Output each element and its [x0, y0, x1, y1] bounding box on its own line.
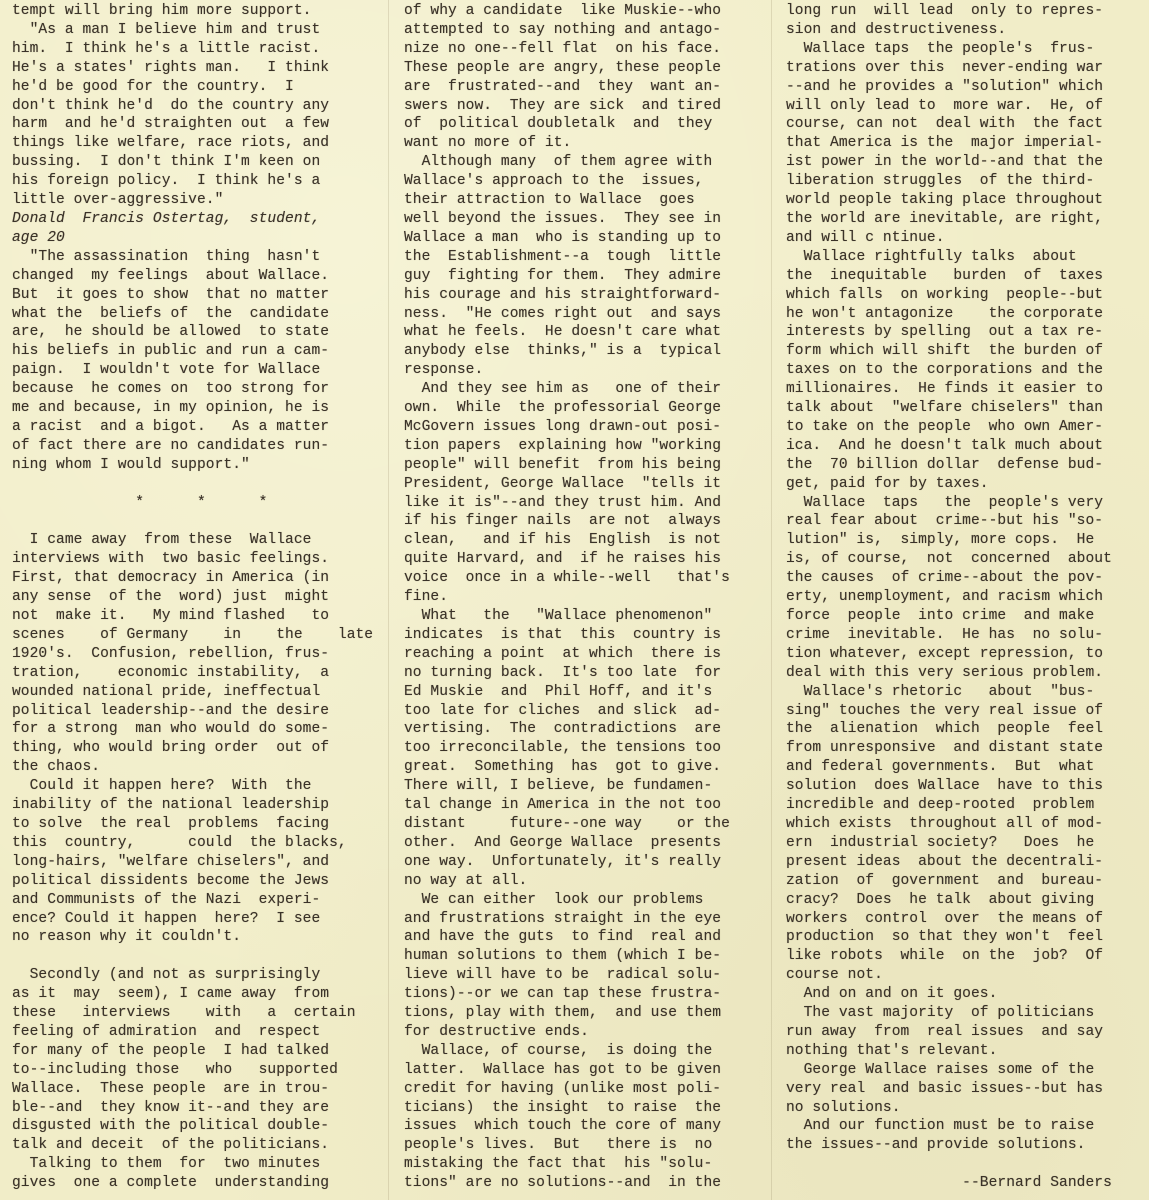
article-line: other. And George Wallace presents [404, 834, 722, 851]
article-line: thing, who would bring order out of [12, 740, 330, 757]
article-line: The vast majority of politicians [786, 1005, 1095, 1022]
article-line: And our function must be to raise [786, 1118, 1095, 1135]
article-line: cracy? Does he talk about giving [786, 891, 1095, 908]
article-line: mistaking the fact that his "solu- [404, 1156, 713, 1173]
article-line: tion papers explaining how "working [404, 437, 722, 454]
article-line: reaching a point at which there is [404, 645, 722, 662]
article-line: zation of government and bureau- [786, 872, 1104, 889]
article-line: and have the guts to find real and [404, 929, 722, 946]
article-line: gives one a complete understanding [12, 1175, 330, 1192]
article-line: interviews with two basic feelings. [12, 551, 330, 568]
article-line: which exists throughout all of mod- [786, 815, 1104, 832]
article-line: crime inevitable. He has no solu- [786, 626, 1104, 643]
article-line [12, 947, 372, 966]
article-line: too irreconcilable, the tensions too [404, 740, 722, 757]
article-line: interests by spelling out a tax re- [786, 324, 1104, 341]
article-line: inability of the national leadership [12, 797, 330, 814]
article-line: any sense of the word) just might [12, 589, 330, 606]
article-line: and frustrations straight in the eye [404, 910, 722, 927]
article-line: taxes on to the corporations and the [786, 362, 1104, 379]
article-line: feeling of admiration and respect [12, 1023, 321, 1040]
article-line: And they see him as one of their [404, 381, 722, 398]
article-line: liberation struggles of the third- [786, 173, 1095, 190]
article-line: George Wallace raises some of the [786, 1061, 1095, 1078]
article-line: people's lives. But there is no [404, 1137, 713, 1154]
article-line: great. Something has got to give. [404, 759, 722, 776]
article-line: He's a states' rights man. I think [12, 59, 330, 76]
article-line: to solve the real problems facing [12, 815, 330, 832]
article-line: form which will shift the burden of [786, 343, 1104, 360]
article-line: Although many of them agree with [404, 154, 713, 171]
article-line: ble--and they know it--and they are [12, 1099, 330, 1116]
article-line: sion and destructiveness. [786, 21, 1007, 38]
article-line: Wallace taps the people's frus- [786, 40, 1095, 57]
article-line: a racist and a bigot. As a matter [12, 418, 330, 435]
article-line: ern industrial society? Does he [786, 834, 1095, 851]
article-line: if his finger nails are not always [404, 513, 722, 530]
article-line: very real and basic issues--but has [786, 1080, 1104, 1097]
article-line: Wallace's approach to the issues, [404, 173, 704, 190]
article-line: President, George Wallace "tells it [404, 475, 722, 492]
article-line: like it is"--and they trust him. And [404, 494, 722, 511]
article-line: political leadership--and the desire [12, 702, 330, 719]
article-line: human solutions to them (which I be- [404, 948, 722, 965]
article-line: tions" are no solutions--and in the [404, 1175, 722, 1192]
article-line: no solutions. [786, 1099, 901, 1116]
article-line: course not. [786, 967, 883, 984]
article-line: run away from real issues and say [786, 1023, 1104, 1040]
article-line: quite Harvard, and if he raises his [404, 551, 722, 568]
article-line: We can either look our problems [404, 891, 704, 908]
article-line: McGovern issues long drawn-out posi- [404, 418, 722, 435]
article-line: These people are angry, these people [404, 59, 722, 76]
article-line: Ed Muskie and Phil Hoff, and it's [404, 683, 713, 700]
article-line: the inequitable burden of taxes [786, 267, 1104, 284]
article-line: trations over this never-ending war [786, 59, 1104, 76]
article-line: me and because, in my opinion, he is [12, 400, 330, 417]
article-line: no reason why it couldn't. [12, 929, 241, 946]
article-line: And on and on it goes. [786, 986, 998, 1003]
article-line: are frustrated--and they want an- [404, 78, 722, 95]
article-line: wounded national pride, ineffectual [12, 683, 321, 700]
article-line: production so that they won't feel [786, 929, 1104, 946]
article-line: the Establishment--a tough little [404, 248, 722, 265]
article-line: will only lead to more war. He, of [786, 97, 1104, 114]
article-line: credit for having (unlike most poli- [404, 1080, 722, 1097]
article-line: Donald Francis Ostertag, student, [12, 210, 321, 227]
article-line: for a strong man who would do some- [12, 721, 330, 738]
article-line: his courage and his straightforward- [404, 286, 722, 303]
article-line [786, 1155, 1146, 1174]
article-line: issues which touch the core of many [404, 1118, 722, 1135]
article-line: workers control over the means of [786, 910, 1104, 927]
article-line: "As a man I believe him and trust [12, 21, 321, 38]
article-line: because he comes on too strong for [12, 381, 330, 398]
article-line: well beyond the issues. They see in [404, 210, 722, 227]
article-line: to--including those who supported [12, 1061, 338, 1078]
article-line: Wallace a man who is standing up to [404, 229, 722, 246]
article-line: Wallace, of course, is doing the [404, 1042, 713, 1059]
article-line: these interviews with a certain [12, 1005, 356, 1022]
article-line: get, paid for by taxes. [786, 475, 989, 492]
article-line: for many of the people I had talked [12, 1042, 330, 1059]
article-line: incredible and deep-rooted problem [786, 797, 1095, 814]
article-line: lieve will have to be radical solu- [404, 967, 722, 984]
article-line: What the "Wallace phenomenon" [404, 608, 713, 624]
article-line: people" will benefit from his being [404, 456, 722, 473]
article-line: tration, economic instability, a [12, 664, 330, 681]
article-line: voice once in a while--well that's [404, 570, 730, 587]
article-line: 1920's. Confusion, rebellion, frus- [12, 645, 330, 662]
article-line: the 70 billion dollar defense bud- [786, 456, 1104, 473]
article-line: no way at all. [404, 872, 528, 889]
article-line: --and he provides a "solution" which [786, 78, 1104, 95]
article-line: the issues--and provide solutions. [786, 1137, 1086, 1154]
article-line: course, can not deal with the fact [786, 116, 1104, 133]
article-line: nize no one--fell flat on his face. [404, 40, 722, 57]
article-line: Wallace taps the people's very [786, 494, 1104, 511]
article-column-1 [12, 2, 372, 1193]
article-line: tempt will bring him more support. [12, 3, 312, 19]
article-line [12, 512, 372, 531]
article-line: lution" is, simply, more cops. He [786, 532, 1095, 549]
article-line: don't think he'd do the country any [12, 97, 330, 114]
article-line: guy fighting for them. They admire [404, 267, 722, 284]
article-line [12, 475, 372, 494]
article-column-3 [786, 2, 1146, 1193]
article-column-2 [404, 2, 764, 1193]
article-line: There will, I believe, be fundamen- [404, 778, 713, 795]
article-line: and will c ntinue. [786, 229, 945, 246]
column-gutter [771, 0, 772, 1200]
article-line: no turning back. It's too late for [404, 664, 722, 681]
article-line: harm and he'd straighten out a few [12, 116, 330, 133]
article-line: clean, and if his English is not [404, 532, 722, 549]
article-line: the alienation which people feel [786, 721, 1104, 738]
article-line: little over-aggressive." [12, 192, 224, 209]
article-line: * * * [12, 494, 268, 511]
article-line: millionaires. He finds it easier to [786, 381, 1104, 398]
article-line: But it goes to show that no matter [12, 286, 330, 303]
article-line: ist power in the world--and that the [786, 154, 1104, 171]
article-line: tal change in America in the not too [404, 797, 722, 814]
article-line: political dissidents become the Jews [12, 872, 330, 889]
article-line: of fact there are no candidates run- [12, 437, 330, 454]
article-line: Secondly (and not as surprisingly [12, 967, 321, 984]
article-line: bussing. I don't think I'm keen on [12, 154, 321, 171]
article-line: tions, play with them, and use them [404, 1005, 722, 1022]
article-line: not make it. My mind flashed to [12, 608, 330, 624]
article-line: --Bernard Sanders [786, 1175, 1112, 1192]
article-line: as it may seem), I came away from [12, 986, 330, 1003]
article-line: Wallace rightfully talks about [786, 248, 1077, 265]
article-line: world people taking place throughout [786, 192, 1104, 209]
article-line: changed my feelings about Wallace. [12, 267, 330, 284]
article-line: own. While the professorial George [404, 400, 722, 417]
article-line: talk about "welfare chiselers" than [786, 400, 1104, 417]
article-line: talk and deceit of the politicians. [12, 1137, 330, 1154]
article-line: like robots while on the job? Of [786, 948, 1104, 965]
article-line: are, he should be allowed to state [12, 324, 330, 341]
article-line: tion whatever, except repression, to [786, 645, 1104, 662]
article-line: swers now. They are sick and tired [404, 97, 722, 114]
article-line: the chaos. [12, 759, 101, 776]
article-line: ticians) the insight to raise the [404, 1099, 722, 1116]
article-line: present ideas about the decentrali- [786, 853, 1104, 870]
article-line: he'd be good for the country. I [12, 78, 294, 95]
article-line: and federal governments. But what [786, 759, 1095, 776]
article-line: he won't antagonize the corporate [786, 305, 1104, 322]
article-line: Wallace's rhetoric about "bus- [786, 683, 1095, 700]
article-line: distant future--one way or the [404, 815, 730, 832]
article-line: scenes of Germany in the late [12, 626, 374, 643]
article-line: solution does Wallace have to this [786, 778, 1104, 795]
article-line: long-hairs, "welfare chiselers", and [12, 853, 330, 870]
article-line: vertising. The contradictions are [404, 721, 722, 738]
article-line: long run will lead only to repres- [786, 3, 1104, 19]
article-line: Talking to them for two minutes [12, 1156, 321, 1173]
article-line: is, of course, not concerned about [786, 551, 1112, 568]
article-line: and Communists of the Nazi experi- [12, 891, 321, 908]
article-line: of why a candidate like Muskie--who [404, 3, 722, 19]
article-line: fine. [404, 589, 449, 606]
article-line: ness. "He comes right out and says [404, 305, 722, 322]
article-line: real fear about crime--but his "so- [786, 513, 1104, 530]
article-line: what he feels. He doesn't care what [404, 324, 722, 341]
article-line: things like welfare, race riots, and [12, 135, 330, 152]
article-line: their attraction to Wallace goes [404, 192, 695, 209]
article-line: sing" touches the very real issue of [786, 702, 1104, 719]
article-line: indicates is that this country is [404, 626, 722, 643]
article-line: this country, could the blacks, [12, 834, 347, 851]
article-line: attempted to say nothing and antago- [404, 21, 722, 38]
article-line: his beliefs in public and run a cam- [12, 343, 330, 360]
article-line: deal with this very serious problem. [786, 664, 1104, 681]
article-line: age 20 [12, 229, 65, 246]
article-line: latter. Wallace has got to be given [404, 1061, 722, 1078]
article-line: which falls on working people--but [786, 286, 1104, 303]
article-line: what the beliefs of the candidate [12, 305, 330, 322]
article-line: tions)--or we can tap these frustra- [404, 986, 722, 1003]
article-line: ning whom I would support." [12, 456, 250, 473]
article-line: erty, unemployment, and racism which [786, 589, 1104, 606]
article-line: Wallace. These people are in trou- [12, 1080, 330, 1097]
article-line: response. [404, 362, 484, 379]
article-line: for destructive ends. [404, 1023, 589, 1040]
article-line: I came away from these Wallace [12, 532, 312, 549]
article-line: want no more of it. [404, 135, 572, 152]
article-line: from unresponsive and distant state [786, 740, 1104, 757]
column-gutter [388, 0, 389, 1200]
article-line: ence? Could it happen here? I see [12, 910, 321, 927]
article-line: too late for cliches and slick ad- [404, 702, 722, 719]
article-line: nothing that's relevant. [786, 1042, 998, 1059]
article-line: to take on the people who own Amer- [786, 418, 1104, 435]
article-line: disgusted with the political double- [12, 1118, 330, 1135]
article-line: force people into crime and make [786, 608, 1095, 624]
article-line: of political doubletalk and they [404, 116, 713, 133]
article-line: one way. Unfortunately, it's really [404, 853, 722, 870]
article-line: Could it happen here? With the [12, 778, 312, 795]
article-line: paign. I wouldn't vote for Wallace [12, 362, 321, 379]
article-line: the world are inevitable, are right, [786, 210, 1104, 227]
article-line: that America is the major imperial- [786, 135, 1104, 152]
article-line: his foreign policy. I think he's a [12, 173, 321, 190]
article-line: ica. And he doesn't talk much about [786, 437, 1104, 454]
article-line: the causes of crime--about the pov- [786, 570, 1104, 587]
article-line: him. I think he's a little racist. [12, 40, 321, 57]
article-line: anybody else thinks," is a typical [404, 343, 722, 360]
article-line: "The assassination thing hasn't [12, 248, 321, 265]
article-line: First, that democracy in America (in [12, 570, 330, 587]
